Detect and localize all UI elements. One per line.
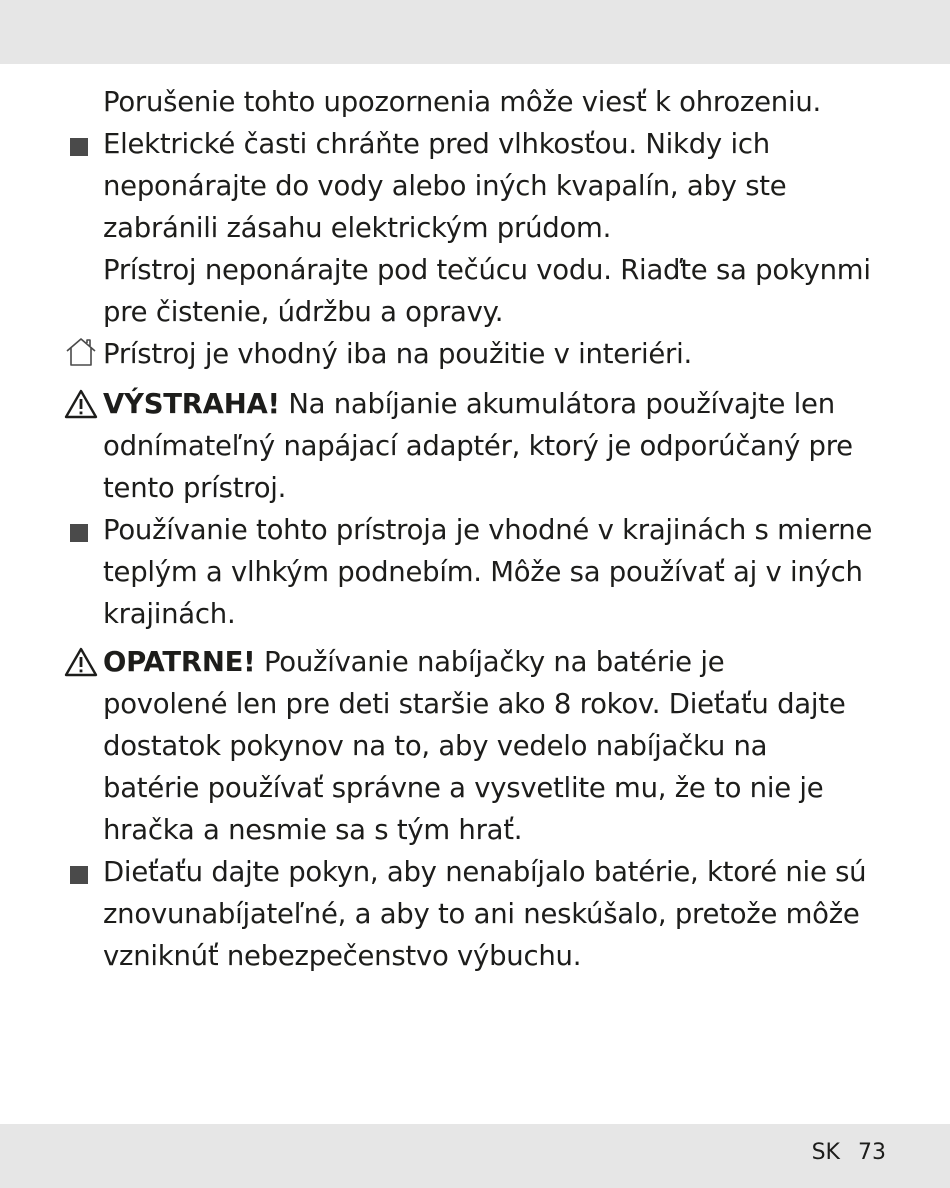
text-line: Používanie nabíjačky na batérie je bbox=[263, 646, 725, 678]
text-line: Dieťaťu dajte pokyn, aby nenabíjalo batérie, ktoré nie sú bbox=[103, 856, 867, 888]
square-bullet-icon bbox=[70, 866, 88, 884]
text-line: povolené len pre deti staršie ako 8 rokov. Dieťaťu dajte bbox=[103, 688, 846, 720]
text-line: Elektrické časti chráňte pred vlhkosťou. Nikdy ich bbox=[103, 128, 770, 160]
text-line: Na nabíjanie akumulátora používajte len bbox=[288, 388, 835, 420]
text-line: neponárajte do vody alebo iných kvapalín, aby ste bbox=[103, 170, 787, 202]
warning-triangle-icon bbox=[64, 647, 98, 677]
text-line: teplým a vlhkým podnebím. Môže sa používať aj v iných bbox=[103, 556, 863, 588]
page-footer bbox=[812, 1140, 886, 1165]
text-line: zabránili zásahu elektrickým prúdom. bbox=[103, 212, 612, 244]
text-line: vzniknúť nebezpečenstvo výbuchu. bbox=[103, 940, 582, 972]
text-line: Porušenie tohto upozornenia môže viesť k ohrozeniu. bbox=[103, 86, 822, 118]
square-bullet-icon bbox=[70, 138, 88, 156]
square-bullet-icon bbox=[70, 524, 88, 542]
text-line: Prístroj neponárajte pod tečúcu vodu. Riaďte sa pokynmi bbox=[103, 254, 871, 286]
header-band bbox=[0, 0, 950, 64]
footer-band bbox=[0, 1124, 950, 1188]
text-line: Používanie tohto prístroja je vhodné v krajinách s mierne bbox=[103, 514, 873, 546]
text-line: batérie používať správne a vysvetlite mu, že to nie je bbox=[103, 772, 824, 804]
text-line: hračka a nesmie sa s tým hrať. bbox=[103, 814, 523, 846]
text-line: dostatok pokynov na to, aby vedelo nabíjačku na bbox=[103, 730, 768, 762]
warning-label: VÝSTRAHA! bbox=[103, 388, 280, 420]
page-number: 73 bbox=[858, 1140, 886, 1165]
text-line: znovunabíjateľné, a aby to ani neskúšalo, pretože môže bbox=[103, 898, 860, 930]
text-line: tento prístroj. bbox=[103, 472, 287, 504]
caution-label: OPATRNE! bbox=[103, 646, 256, 678]
caution-line bbox=[103, 642, 724, 682]
language-code: SK bbox=[811, 1140, 840, 1165]
warning-triangle-icon bbox=[64, 389, 98, 419]
text-line: pre čistenie, údržbu a opravy. bbox=[103, 296, 504, 328]
text-line: odnímateľný napájací adaptér, ktorý je odporúčaný pre bbox=[103, 430, 853, 462]
house-icon bbox=[64, 337, 98, 367]
warning-line bbox=[103, 384, 835, 424]
text-line: Prístroj je vhodný iba na použitie v interiéri. bbox=[103, 338, 692, 370]
text-line: krajinách. bbox=[103, 598, 236, 630]
